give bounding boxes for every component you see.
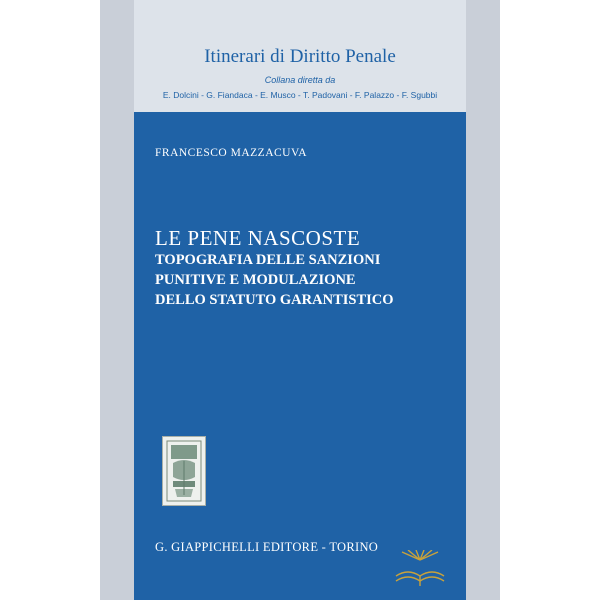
author-name: FRANCESCO MAZZACUVA: [155, 147, 308, 159]
publisher-name: G. GIAPPICHELLI EDITORE - TORINO: [155, 540, 379, 554]
book-title: LE PENE NASCOSTE: [155, 226, 361, 250]
series-subtitle: Collana diretta da: [264, 75, 336, 85]
subtitle-line: PUNITIVE E MODULAZIONE: [155, 272, 356, 288]
book-subtitle: [155, 250, 455, 310]
open-book-logo-icon: [390, 550, 450, 590]
series-title: Itinerari di Diritto Penale: [204, 46, 396, 67]
series-editors: E. Dolcini - G. Fiandaca - E. Musco - T. Padovani - F. Palazzo - F. Sgubbi: [162, 90, 438, 100]
right-edge-strip: [466, 0, 500, 600]
left-edge-strip: [100, 0, 134, 600]
subtitle-line: TOPOGRAFIA DELLE SANZIONI: [155, 252, 381, 268]
publisher-emblem-icon: [162, 436, 206, 506]
subtitle-line: DELLO STATUTO GARANTISTICO: [155, 292, 394, 308]
